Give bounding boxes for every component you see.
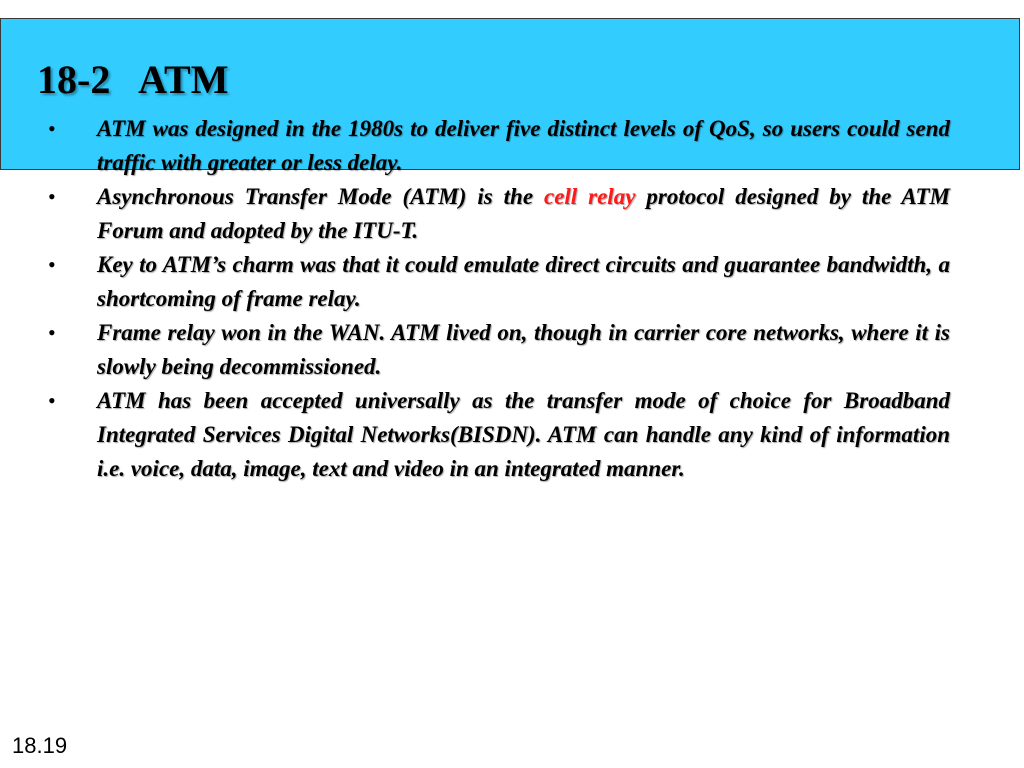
bullet-text: ATM was designed in the 1980s to deliver five distinct levels of QoS, so users could send traffic with greater or less delay. bbox=[97, 116, 950, 175]
slide-number: 18.19 bbox=[12, 733, 68, 758]
bullet-item bbox=[40, 384, 950, 486]
bullet-text-part: protocol designed by the ATM Forum and adopted by the ITU-T. bbox=[97, 184, 950, 243]
slide-title: 18-2 ATM bbox=[37, 57, 229, 102]
bullet-item bbox=[40, 248, 950, 316]
bullet-marker: • bbox=[48, 388, 56, 413]
bullet-marker: • bbox=[48, 320, 56, 345]
bullet-text: ATM has been accepted universally as the transfer mode of choice for Broadband Integrated Services Digital Networks(BISDN). ATM can handle any kind of information i.e. voice, data, image, text and video in an integrated manner. bbox=[97, 388, 950, 481]
bullet-item bbox=[40, 112, 950, 180]
bullet-marker: • bbox=[48, 252, 56, 277]
highlighted-term: cell relay bbox=[544, 184, 636, 209]
bullet-marker: • bbox=[48, 116, 56, 141]
bullet-text bbox=[97, 180, 950, 248]
bullet-text-part: Asynchronous Transfer Mode (ATM) is the bbox=[97, 184, 544, 209]
bullet-text: Key to ATM’s charm was that it could emulate direct circuits and guarantee bandwidth, a shortcoming of frame relay. bbox=[97, 252, 950, 311]
bullet-item bbox=[40, 180, 950, 248]
bullet-text: Frame relay won in the WAN. ATM lived on, though in carrier core networks, where it is slowly being decommissioned. bbox=[97, 320, 950, 379]
bullet-item bbox=[40, 316, 950, 384]
bullet-marker: • bbox=[48, 184, 56, 209]
bullet-list bbox=[40, 112, 950, 486]
